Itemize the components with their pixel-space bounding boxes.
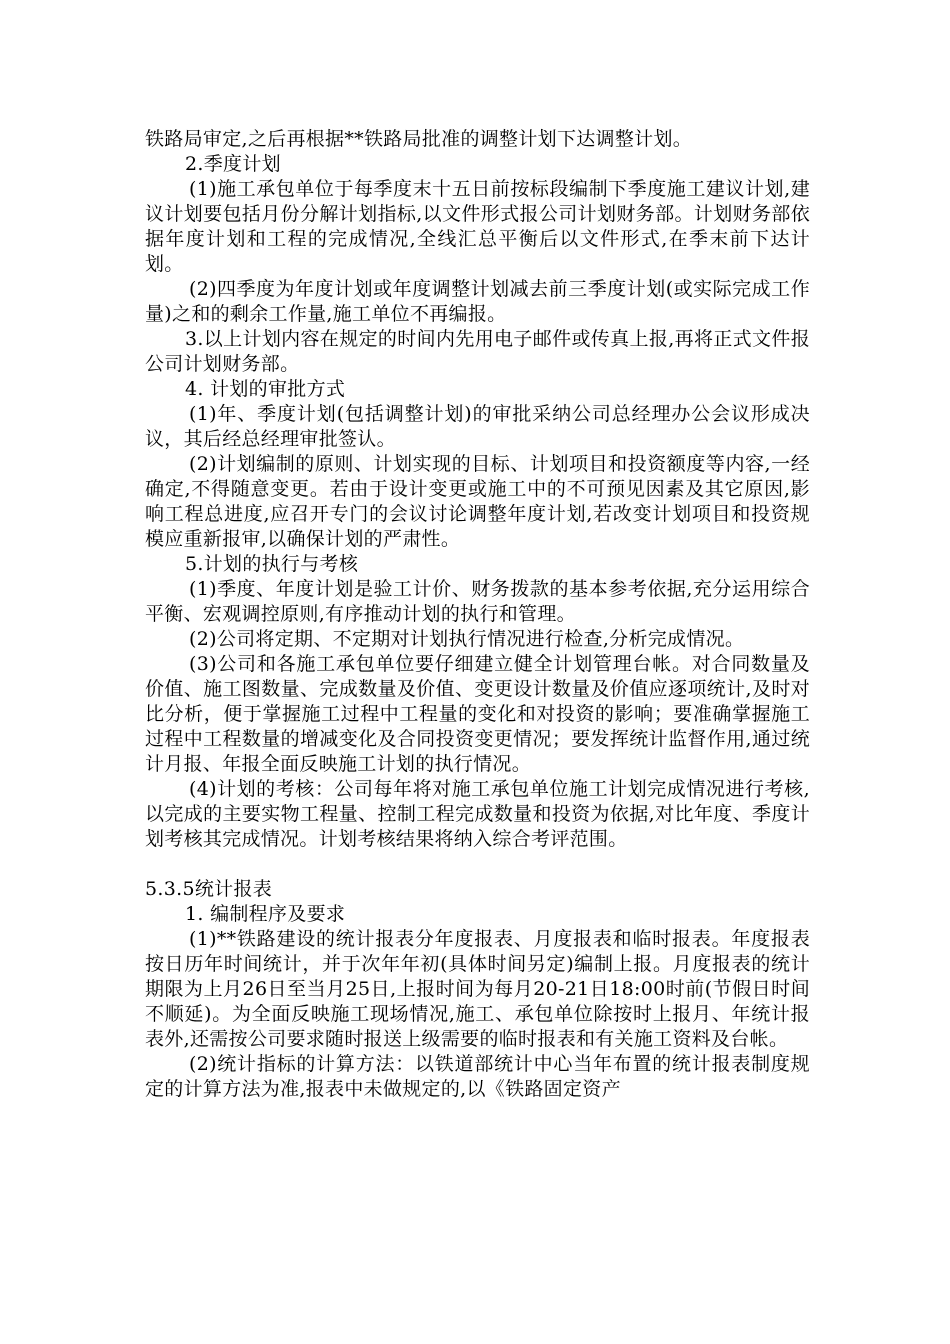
paragraph-4: (2)四季度为年度计划或年度调整计划减去前三季度计划(或实际完成工作量)之和的剩余工作量,施工单位不再编报。 xyxy=(145,278,810,325)
paragraph-15: 1. 编制程序及要求 xyxy=(185,903,346,925)
paragraph-5: 3.以上计划内容在规定的时间内先用电子邮件或传真上报,再将正式文件报公司计划财务部。 xyxy=(145,328,810,375)
section-heading: 5.3.5统计报表 xyxy=(145,878,273,900)
paragraph-1: 铁路局审定,之后再根据**铁路局批准的调整计划下达调整计划。 xyxy=(145,128,693,150)
paragraph-9: 5.计划的执行与考核 xyxy=(185,553,359,575)
paragraph-8: (2)计划编制的原则、计划实现的目标、计划项目和投资额度等内容,一经确定,不得随意变更。若由于设计变更或施工中的不可预见因素及其它原因,影响工程总进度,应召开专门的会议讨论调整年度计划,若改变计划项目和投资规模应重新报审,以确保计划的严肃性。 xyxy=(145,453,810,550)
paragraph-7: (1)年、季度计划(包括调整计划)的审批采纳公司总经理办公会议形成决议，其后经总经理审批签认。 xyxy=(145,403,810,450)
paragraph-6: 4. 计划的审批方式 xyxy=(185,378,346,400)
paragraph-2: 2.季度计划 xyxy=(185,153,281,175)
paragraph-12: (3)公司和各施工承包单位要仔细建立健全计划管理台帐。对合同数量及价值、施工图数量、完成数量及价值、变更设计数量及价值应逐项统计,及时对比分析，便于掌握施工过程中工程量的变化和对投资的影响；要准确掌握施工过程中工程数量的增减变化及合同投资变更情况；要发挥统计监督作用,通过统计月报、年报全面反映施工计划的执行情况。 xyxy=(145,653,810,775)
paragraph-13: (4)计划的考核：公司每年将对施工承包单位施工计划完成情况进行考核,以完成的主要实物工程量、控制工程完成数量和投资为依据,对比年度、季度计划考核其完成情况。计划考核结果将纳入综合考评范围。 xyxy=(145,778,810,850)
paragraph-3: (1)施工承包单位于每季度末十五日前按标段编制下季度施工建议计划,建议计划要包括月份分解计划指标,以文件形式报公司计划财务部。计划财务部依据年度计划和工程的完成情况,全线汇总平衡后以文件形式,在季末前下达计划。 xyxy=(145,178,810,275)
paragraph-11: (2)公司将定期、不定期对计划执行情况进行检查,分析完成情况。 xyxy=(189,628,745,650)
paragraph-17: (2)统计指标的计算方法：以铁道部统计中心当年布置的统计报表制度规定的计算方法为准,报表中未做规定的,以《铁路固定资产 xyxy=(145,1053,810,1100)
paragraph-16: (1)**铁路建设的统计报表分年度报表、月度报表和临时报表。年度报表按日历年时间统计，并于次年年初(具体时间另定)编制上报。月度报表的统计期限为上月26日至当月25日,上报时间为每月20-21日18:00时前(节假日时间不顺延)。为全面反映施工现场情况,施工、承包单位除按时上报月、年统计报表外,还需按公司要求随时报送上级需要的临时报表和有关施工资料及台帐。 xyxy=(145,928,810,1050)
blank-line xyxy=(145,852,810,877)
paragraph-10: (1)季度、年度计划是验工计价、财务拨款的基本参考依据,充分运用综合平衡、宏观调控原则,有序推动计划的执行和管理。 xyxy=(145,578,810,625)
document-body xyxy=(145,127,810,1102)
